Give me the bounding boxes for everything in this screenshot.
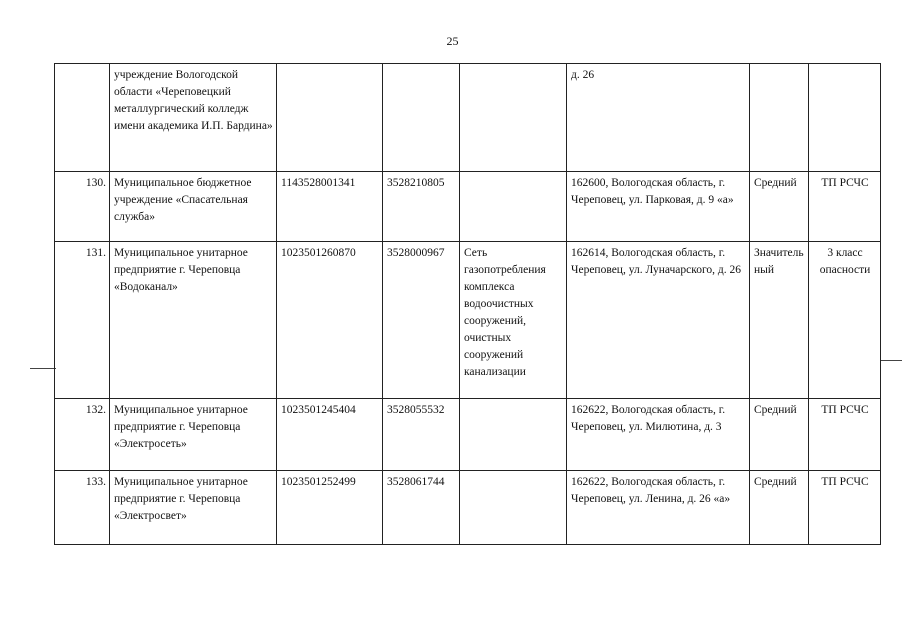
- organization-name: Муниципальное унитарное предприятие г. Череповца «Электросвет»: [110, 471, 277, 545]
- ogrn-cell: [277, 64, 383, 172]
- table-row: [55, 471, 881, 545]
- ogrn-cell: 1023501245404: [277, 399, 383, 471]
- inn-cell: 3528061744: [383, 471, 460, 545]
- inn-cell: 3528210805: [383, 172, 460, 242]
- note-cell: ТП РСЧС: [809, 471, 881, 545]
- ogrn-cell: 1143528001341: [277, 172, 383, 242]
- ogrn-cell: 1023501252499: [277, 471, 383, 545]
- scan-line-left: [30, 368, 56, 369]
- inn-cell: [383, 64, 460, 172]
- address-cell: 162614, Вологодская область, г. Череповец, ул. Луначарского, д. 26: [567, 242, 750, 399]
- address-cell: 162600, Вологодская область, г. Череповец, ул. Парковая, д. 9 «а»: [567, 172, 750, 242]
- category-cell: [750, 64, 809, 172]
- organization-name: Муниципальное унитарное предприятие г. Череповца «Электросеть»: [110, 399, 277, 471]
- row-number: [55, 64, 110, 172]
- category-cell: Средний: [750, 172, 809, 242]
- inn-cell: 3528000967: [383, 242, 460, 399]
- note-cell: [809, 64, 881, 172]
- table-row: [55, 399, 881, 471]
- object-cell: [460, 172, 567, 242]
- inn-cell: 3528055532: [383, 399, 460, 471]
- object-cell: Сеть газопотребления комплекса водоочистных сооружений, очистных сооружений канализации: [460, 242, 567, 399]
- organization-name: учреждение Вологодской области «Череповецкий металлургический колледж имени академика И.П. Бардина»: [110, 64, 277, 172]
- category-cell: Средний: [750, 471, 809, 545]
- object-cell: [460, 399, 567, 471]
- note-cell: 3 класс опасности: [809, 242, 881, 399]
- note-cell: ТП РСЧС: [809, 399, 881, 471]
- row-number: 132.: [55, 399, 110, 471]
- page-number: 25: [446, 34, 459, 48]
- category-cell: Значительный: [750, 242, 809, 399]
- table-row: [55, 172, 881, 242]
- organization-name: Муниципальное бюджетное учреждение «Спасательная служба»: [110, 172, 277, 242]
- row-number: 130.: [55, 172, 110, 242]
- registry-table: [54, 63, 881, 545]
- address-cell: д. 26: [567, 64, 750, 172]
- organization-name: Муниципальное унитарное предприятие г. Череповца «Водоканал»: [110, 242, 277, 399]
- table-row: [55, 242, 881, 399]
- address-cell: 162622, Вологодская область, г. Череповец, ул. Милютина, д. 3: [567, 399, 750, 471]
- object-cell: [460, 64, 567, 172]
- scan-line-right: [880, 360, 902, 361]
- row-number: 133.: [55, 471, 110, 545]
- note-cell: ТП РСЧС: [809, 172, 881, 242]
- category-cell: Средний: [750, 399, 809, 471]
- table-row: [55, 64, 881, 172]
- row-number: 131.: [55, 242, 110, 399]
- ogrn-cell: 1023501260870: [277, 242, 383, 399]
- object-cell: [460, 471, 567, 545]
- address-cell: 162622, Вологодская область, г. Череповец, ул. Ленина, д. 26 «а»: [567, 471, 750, 545]
